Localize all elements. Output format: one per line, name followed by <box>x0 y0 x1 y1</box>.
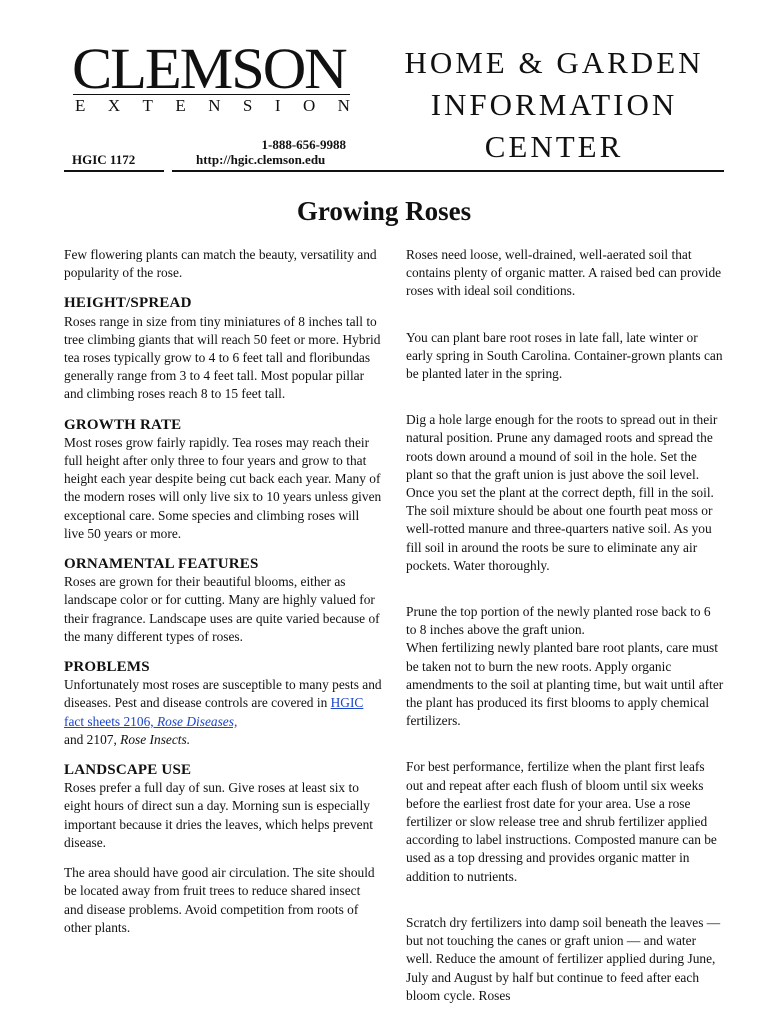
header-rule-left <box>64 170 164 172</box>
hgic-header-title <box>384 42 724 168</box>
height-spread-paragraph: Roses range in size from tiny miniatures of 8 inches tall to tree climbing giants that will reach 50 feet or more. Hybrid tea roses typically grow to 4 to 6 feet tall and floribundas generally range from 3 to 4 feet tall. Most popular pillar and climbing roses reach 8 to 15 feet tall. <box>64 313 381 402</box>
extension-letter: I <box>274 96 281 115</box>
website-url[interactable]: http://hgic.clemson.edu <box>196 152 326 167</box>
header-rule-right <box>172 170 724 172</box>
extension-wordmark <box>75 96 350 116</box>
fertilizing-text: When fertilizing newly planted bare root plants, care must be taken not to burn the new roots. Apply organic amendments to the soil at planting time, but wait until after the plant has produced its first blooms to apply chemical fertilizers. <box>406 640 724 729</box>
heading-height-spread: HEIGHT/SPREAD <box>64 295 192 312</box>
header-line: HOME & GARDEN <box>404 45 704 80</box>
scratch-fertilizer-paragraph: Scratch dry fertilizers into damp soil beneath the leaves — but not touching the canes or graft union — and water well. Reduce the amount of fertilizer applied during June, July and August by half but continue to feed after each bloom cycle. Roses <box>406 914 721 1003</box>
link-text: HGIC fact sheets 2106, <box>64 695 364 729</box>
extension-letter: N <box>208 96 221 115</box>
extension-letter: E <box>75 96 86 115</box>
paragraph-gap <box>406 313 724 329</box>
paragraph-gap <box>406 587 724 603</box>
growth-rate-paragraph: Most roses grow fairly rapidly. Tea roses may reach their full height after only three to four years and grow to that height each year despite being cut back each year. Many of the modern roses will only live six to 10 years unless given exceptional care. Some species and climbing roses will live 50 years or more. <box>64 434 382 541</box>
landscape-paragraph-2: The area should have good air circulation. The site should be located away from fruit trees to reduce shared insect and disease problems. Avoid competition from roots of other plants. <box>64 865 375 935</box>
planting-method-paragraph: Dig a hole large enough for the roots to spread out in their natural position. Prune any damaged roots and spread the roots down around a mound of soil in the hole. Set the plant so that the graft union is just above the soil level. Once you set the plant at the correct depth, fill in the soil. The soil mixture should be about one fourth peat moss or well-rotted manure and three-quarters native soil. As you fill soil in around the roots be sure to eliminate any air pockets. Water thoroughly. <box>406 412 718 573</box>
extension-letter: S <box>242 96 253 115</box>
planting-time-paragraph: You can plant bare root roses in late fall, late winter or early spring in South Carolina. Container-grown plants can be planted later in the spring. <box>406 329 723 382</box>
paragraph-gap <box>406 898 724 914</box>
paragraph-gap <box>406 395 724 411</box>
rose-insects-title: Rose Insects. <box>120 731 191 747</box>
extension-letter: E <box>175 96 186 115</box>
intro-paragraph: Few flowering plants can match the beauty, versatility and popularity of the rose. <box>64 247 377 281</box>
soil-paragraph: Roses need loose, well-drained, well-aerated soil that contains plenty of organic matter. A raised bed can provide roses with ideal soil conditions. <box>406 247 722 299</box>
landscape-paragraph-1: Roses prefer a full day of sun. Give roses at least six to eight hours of direct sun a day. Morning sun is especially important because it dries the leaves, which helps prevent disease. <box>64 780 373 850</box>
extension-letter: X <box>107 96 121 115</box>
phone-number: 1-888-656-9988 <box>261 137 346 152</box>
heading-problems: PROBLEMS <box>64 659 150 676</box>
problems-paragraph <box>64 676 382 749</box>
heading-landscape-use: LANDSCAPE USE <box>64 762 192 779</box>
paragraph-gap <box>406 742 724 758</box>
page-title: Growing Roses <box>296 196 472 226</box>
header-line: INFORMATION <box>430 87 678 122</box>
link-text-italic: Rose Diseases, <box>156 713 238 729</box>
pruning-text: Prune the top portion of the newly planted rose back to 6 to 8 inches above the graft union. <box>406 604 711 638</box>
extension-letter: T <box>142 96 153 115</box>
extension-letter: N <box>337 96 350 115</box>
extension-letter: O <box>302 96 316 115</box>
clemson-logo-wordmark: CLEMSON <box>72 36 346 101</box>
fertilize-schedule-paragraph: For best performance, fertilize when the plant first leafs out and repeat after each flush of bloom until six weeks before the earliest frost date for your area. Use a rose fertilizer or slow release tree and shrub fertilizer applied according to label instructions. Composted manure can be used as a top dressing and provides organic matter in addition to nutrients. <box>406 759 717 884</box>
problems-text-2: and 2107, <box>64 731 121 747</box>
heading-ornamental-features: ORNAMENTAL FEATURES <box>64 556 259 573</box>
left-column <box>64 246 382 949</box>
header-line: CENTER <box>484 129 624 164</box>
right-column <box>406 246 724 1017</box>
problems-text: Unfortunately most roses are susceptible to many pests and diseases. Pest and disease controls are covered in <box>64 677 382 711</box>
ornamental-paragraph: Roses are grown for their beautiful blooms, either as landscape color or for cutting. Many are highly valued for their fragrance. Landscape uses are quite varied because of the many different types of roses. <box>64 574 380 644</box>
heading-growth-rate: GROWTH RATE <box>64 416 182 433</box>
fact-sheet-code: HGIC 1172 <box>72 152 136 167</box>
logo-divider <box>73 94 350 95</box>
pruning-fertilizing-paragraph <box>406 603 724 730</box>
